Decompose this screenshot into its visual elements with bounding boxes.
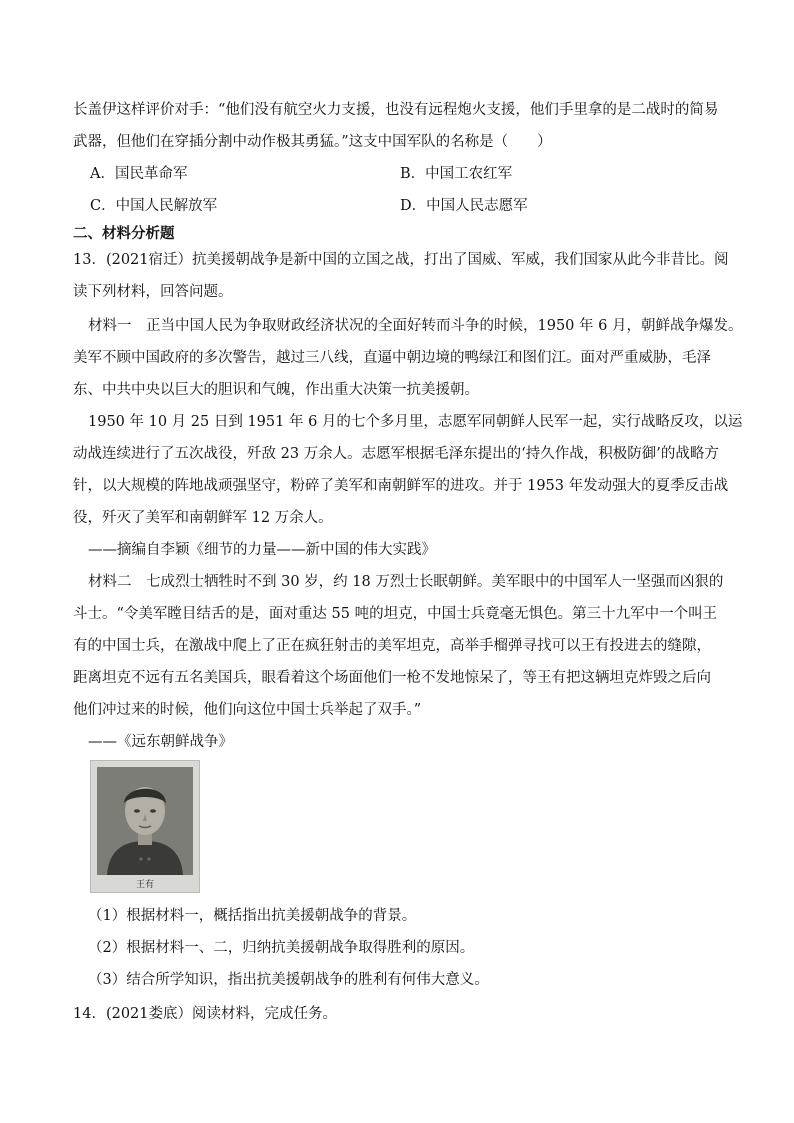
material-1-line-4: 1950 年 10 月 25 日到 1951 年 6 月的七个多月里，志愿军同朝鲜人民军一起，实行战略反攻，以运 xyxy=(88,414,743,430)
sub-question-2: （2）根据材料一、二，归纳抗美援朝战争取得胜利的原因。 xyxy=(88,940,475,956)
material-1-line-7: 役，歼灭了美军和南朝鲜军 12 万余人。 xyxy=(73,510,333,526)
q13-intro-line-1: 13．(2021宿迁）抗美援朝战争是新中国的立国之战，打出了国威、军威，我们国家从此今非昔比。阅 xyxy=(73,252,729,268)
q12-stem-line-1: 长盖伊这样评价对手：“他们没有航空火力支援，也没有远程炮火支援，他们手里拿的是二战时的简易 xyxy=(73,102,719,118)
soldier-portrait-photo xyxy=(90,760,200,893)
q13-intro-line-2: 读下列材料，回答问题。 xyxy=(73,284,233,300)
q12-option-a: A．国民革命军 xyxy=(90,166,188,182)
material-1-line-2: 美军不顾中国政府的多次警告，越过三八线，直逼中朝边境的鸭绿江和图们江。面对严重威胁，毛泽 xyxy=(73,350,711,366)
material-1-line-6: 针，以大规模的阵地战顽强坚守，粉碎了美军和南朝鲜军的进攻。并于 1953 年发动强大的夏季反击战 xyxy=(73,478,729,494)
sub-question-1: （1）根据材料一，概括指出抗美援朝战争的背景。 xyxy=(88,908,417,924)
photo-caption: 王有 xyxy=(135,880,154,890)
q12-option-b: B．中国工农红军 xyxy=(400,166,513,182)
material-1-line-3: 东、中共中央以巨大的胆识和气魄，作出重大决策一抗美援朝。 xyxy=(73,382,479,398)
material-2-line-2: 斗士。“令美军瞠目结舌的是，面对重达 55 吨的坦克，中国士兵竟毫无惧色。第三十九军中一个叫王 xyxy=(73,606,718,622)
q12-stem-line-2: 武器，但他们在穿插分割中动作极其勇猛。”这支中国军队的名称是（ ） xyxy=(73,134,552,150)
q12-option-d: D．中国人民志愿军 xyxy=(400,198,528,214)
material-1-line-1: 材料一 正当中国人民为争取财政经济状况的全面好转而斗争的时候，1950 年 6 月，朝鲜战争爆发。 xyxy=(88,318,743,334)
material-2-line-3: 有的中国士兵，在激战中爬上了正在疯狂射击的美军坦克，高举手榴弹寻找可以王有投进去的缝隙， xyxy=(73,638,711,654)
material-2-line-5: 他们冲过来的时候，他们向这位中国士兵举起了双手。” xyxy=(73,702,422,718)
material-2-line-4: 距离坦克不远有五名美国兵，眼看着这个场面他们一枪不发地惊呆了，等王有把这辆坦克炸毁之后向 xyxy=(73,670,711,686)
material-1-line-5: 动战连续进行了五次战役，歼敌 23 万余人。志愿军根据毛泽东提出的‘持久作战，积极防御’的战略方 xyxy=(73,446,719,462)
sub-question-3: （3）结合所学知识，指出抗美援朝战争的胜利有何伟大意义。 xyxy=(88,972,489,988)
q12-option-c: C．中国人民解放军 xyxy=(90,198,218,214)
section-title: 二、材料分析题 xyxy=(73,226,175,242)
material-1-source: ——摘编自李颖《细节的力量——新中国的伟大实践》 xyxy=(88,542,436,558)
material-2-line-1: 材料二 七成烈士牺牲时不到 30 岁，约 18 万烈士长眠朝鲜。美军眼中的中国军人一坚强而凶狠的 xyxy=(88,574,724,590)
q14-intro: 14．(2021娄底）阅读材料，完成任务。 xyxy=(73,1006,338,1022)
portrait-image xyxy=(97,767,193,875)
material-2-source: ——《远东朝鲜战争》 xyxy=(88,734,233,750)
